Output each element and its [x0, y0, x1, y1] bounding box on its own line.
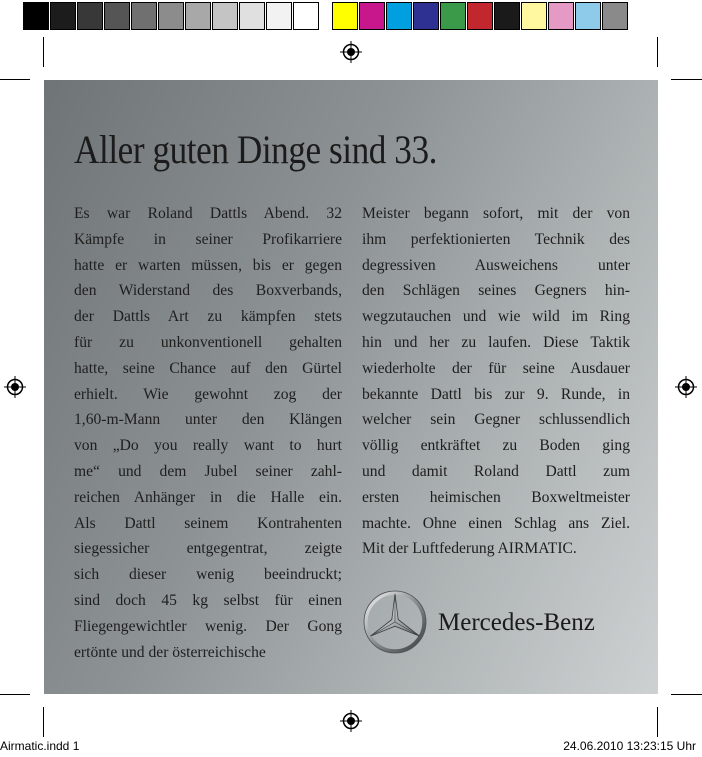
- crop-mark: [657, 37, 658, 67]
- registration-mark-icon: [340, 710, 362, 732]
- color-swatch: [266, 2, 292, 30]
- registration-mark-icon: [4, 376, 26, 398]
- text-line: reichen Anhänger in die Halle ein.: [74, 488, 342, 506]
- color-swatch: [359, 2, 385, 30]
- text-line: Als Dattl seinem Kontrahenten: [74, 514, 342, 532]
- mercedes-star-icon: [363, 590, 427, 654]
- color-swatch: [23, 2, 49, 30]
- text-line: für zu unkonventionell gehalten: [74, 333, 342, 351]
- text-line: und damit Roland Dattl zum: [362, 462, 630, 480]
- text-line: völlig entkräftet zu Boden ging: [362, 437, 630, 455]
- text-line: Fliegengewichtler wenig. Der Gong: [74, 617, 342, 635]
- headline: Aller guten Dinge sind 33.: [74, 127, 437, 172]
- text-line: hin und her zu laufen. Diese Taktik: [362, 333, 630, 351]
- color-swatch: [77, 2, 103, 30]
- brand-name: Mercedes-Benz: [438, 609, 595, 636]
- text-line: machte. Ohne einen Schlag ans Ziel.: [362, 514, 630, 532]
- crop-mark: [0, 79, 30, 80]
- registration-mark-icon: [675, 376, 697, 398]
- text-line: wiederholte der für seine Ausdauer: [362, 359, 630, 377]
- text-line: sich dieser wenig beeindruckt;: [74, 566, 342, 584]
- text-line: ihm perfektionierten Technik des: [362, 230, 630, 248]
- text-line: hatte er warten müssen, bis er gegen: [74, 256, 342, 274]
- color-swatch: [548, 2, 574, 30]
- color-control-strip: [23, 2, 629, 30]
- text-line: 1,60-m-Mann unter den Klängen: [74, 411, 342, 429]
- crop-mark: [43, 707, 44, 737]
- text-line: sind doch 45 kg selbst für einen: [74, 591, 342, 609]
- color-swatch: [104, 2, 130, 30]
- crop-mark: [0, 694, 30, 695]
- text-line: den Widerstand des Boxverbands,: [74, 282, 342, 300]
- color-swatch: [50, 2, 76, 30]
- text-line: Kämpfe in seiner Profikarriere: [74, 230, 342, 248]
- text-line: hatte, seine Chance auf den Gürtel: [74, 359, 342, 377]
- body-text-column-1: [74, 201, 342, 665]
- color-swatch: [158, 2, 184, 30]
- color-swatch: [185, 2, 211, 30]
- slug-filename: Airmatic.indd 1: [0, 739, 80, 753]
- text-line: welcher sein Gegner schlussendlich: [362, 411, 630, 429]
- color-swatch: [521, 2, 547, 30]
- color-swatch: [575, 2, 601, 30]
- text-line: erhielt. Wie gewohnt zog der: [74, 385, 342, 403]
- text-line: Mit der Luftfederung AIRMATIC.: [362, 540, 577, 558]
- text-line: Es war Roland Dattls Abend. 32: [74, 205, 342, 222]
- text-line: von „Do you really want to hurt: [74, 437, 342, 455]
- color-swatch: [467, 2, 493, 30]
- color-strip-gap: [320, 2, 332, 30]
- text-line: ersten heimischen Boxweltmeister: [362, 488, 630, 506]
- crop-mark: [671, 694, 702, 695]
- text-line: Meister begann sofort, mit der von: [362, 205, 630, 222]
- color-swatch: [239, 2, 265, 30]
- color-swatch: [494, 2, 520, 30]
- advertisement-panel: [44, 80, 658, 694]
- text-line: degressiven Ausweichens unter: [362, 256, 630, 274]
- text-line: wegzutauchen und wie wild im Ring: [362, 308, 630, 326]
- crop-mark: [657, 707, 658, 737]
- text-line: ertönte und der österreichische: [74, 643, 266, 661]
- color-swatch: [131, 2, 157, 30]
- color-swatch: [386, 2, 412, 30]
- slug-timestamp: 24.06.2010 13:23:15 Uhr: [563, 739, 696, 753]
- color-swatch: [602, 2, 628, 30]
- color-swatch: [413, 2, 439, 30]
- color-swatch: [212, 2, 238, 30]
- color-swatch: [440, 2, 466, 30]
- color-swatch: [332, 2, 358, 30]
- crop-mark: [43, 37, 44, 67]
- text-line: den Schlägen seines Gegners hin-: [362, 282, 630, 300]
- text-line: bekannte Dattl bis zur 9. Runde, in: [362, 385, 630, 403]
- body-text-column-2: [362, 201, 630, 562]
- text-line: der Dattls Art zu kämpfen stets: [74, 308, 342, 326]
- color-swatch: [293, 2, 319, 30]
- crop-mark: [671, 79, 702, 80]
- text-line: siegessicher entgegentrat, zeigte: [74, 540, 342, 558]
- registration-mark-icon: [340, 41, 362, 63]
- text-line: me“ und dem Jubel seiner zahl-: [74, 462, 342, 480]
